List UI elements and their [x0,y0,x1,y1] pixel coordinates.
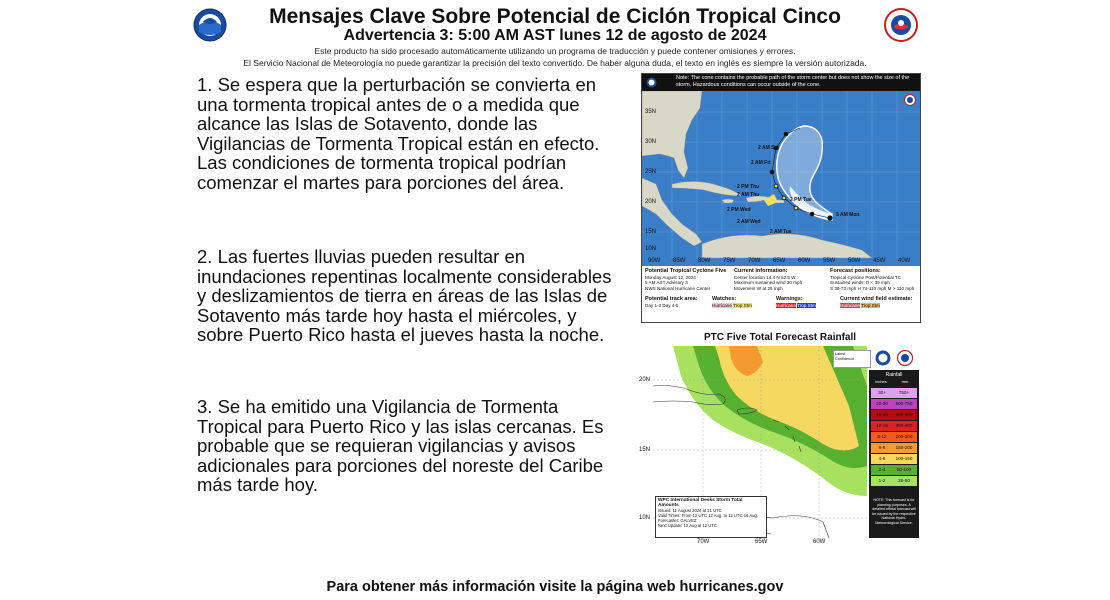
legend-mm: 300-400 [895,423,913,428]
noaa-small-icon [646,77,657,88]
legend-inches: 20-30 [876,401,888,406]
cone-lon-label: 60W [798,258,811,264]
current-info-line: Center location 14.4 N 52.5 W [734,274,796,280]
legend-row [871,410,917,420]
cone-lon-labels [642,258,920,266]
forecast-position-label: 2 AM Wed [737,219,761,225]
forecast-position-label: 2 AM Fri [751,160,771,166]
wpc-line: Valid Times: From 12 UTC 12 Aug. to 12 UTC 16 Aug. [658,513,759,518]
forecast-position-label: 5 AM Mon [836,212,860,218]
rain-lon-label: 65W [755,539,768,545]
key-message-3: 3. Se ha emitido una Vigilancia de Tormenta Tropical para Puerto Rico y las islas cercanas. Es probable que se requieran vigilancias y avisos adicionales para porciones del noreste del Caribe más tarde hoy. [197,396,604,495]
forecast-positions-title: Forecast positions: [830,268,881,274]
legend-title: Rainfall [885,372,903,378]
legend-row [871,432,917,442]
current-info-line: Maximum sustained wind 30 mph [734,280,803,286]
cone-lon-label: 80W [698,258,711,264]
wpc-info-box [655,496,767,538]
forecast-item: Post/Potential TC [865,274,901,280]
current-info-title: Current information: [734,268,788,274]
wpc-line: Issued: 11 August 2024 at 21 UTC [658,508,722,513]
rain-lon-label: 70W [697,539,710,545]
disclaimer-line-2: El Servicio Nacional de Meteorología no puede garantizar la precisión del texto convertido. De haber alguna duda, el texto en inglés es siempre la versión autorizada. [243,58,867,68]
issued-date: Monday August 12, 2024 [645,274,696,280]
rainfall-legend [869,370,919,538]
forecast-position-label: 2 AM Thu [737,192,760,198]
legend-mm: 500-750 [895,401,913,406]
cone-lat-label: 30N [645,139,657,145]
wpc-line: Next Update: 12 Aug at 12 UTC [658,523,717,528]
legend-row [871,421,917,431]
legend-row [871,388,917,398]
forecast-item: H 74-110 mph [857,285,887,291]
legend-row [871,465,917,475]
watch-item: Trop Stm [733,302,752,308]
key-message-2: 2. Las fuertes lluvias pueden resultar en inundaciones repentinas localmente considerables y deslizamientos de tierra en áreas de las Islas de Sotavento más tarde hoy hasta el miércoles, y sobre Puerto Rico hasta el jueves hasta la noche. [197,246,612,345]
footer-link-text: Para obtener más información visite la página web hurricanes.gov [326,579,784,595]
cone-lat-label: 10N [645,246,657,252]
legend-note: NOTE: This forecast is for planning purposes. A detailed official forecast will be issued by the respective National Hydro-Meteorological Service. [872,498,916,525]
cone-lon-label: 85W [673,258,686,264]
advisory-subtitle: Advertencia 3: 5:00 AM AST lunes 12 de agosto de 2024 [343,27,767,44]
cone-lon-label: 65W [773,258,786,264]
map-legend-box [833,350,871,368]
track-item: Day 1-3 [645,302,662,308]
warning-item: Trop Stm [797,302,816,308]
legend-row [871,476,917,486]
legend-unit: inches [875,379,887,384]
legend-inches: 30+ [878,390,886,395]
forecast-item: S 39-73 mph [830,285,857,291]
legend-inches: 1-2 [878,478,886,483]
noaa-rain-icon [875,350,891,366]
legend-unit: mm [901,379,909,384]
warning-item: Hurricane [776,302,796,308]
legend-mm: 200-300 [895,434,913,439]
legend-mm: 750+ [898,390,910,395]
legend-mm: 150-200 [895,445,913,450]
cone-lat-label: 35N [645,109,657,115]
wpc-line: Forecaster: GALVEZ [658,518,697,523]
forecast-item: Tropical Cyclone [830,274,865,280]
legend-mm: 25-50 [898,478,910,483]
cone-lon-label: 50W [848,258,861,264]
track-item: Day 4-5 [662,302,679,308]
forecast-item: M > 110 mph [887,285,915,291]
cone-lat-label: 15N [645,229,657,235]
cone-map [642,74,920,266]
map-legend-item: Latest [835,352,846,356]
wind-item: Trop Stm [861,302,880,308]
legend-mm: 100-150 [895,456,913,461]
disclaimer-line-1: Este producto ha sido procesado automáticamente utilizando un programa de traducción y puede contener omisiones y errores. [314,46,796,56]
cone-lon-label: 45W [873,258,886,264]
page-title: Mensajes Clave Sobre Potencial de Ciclón Tropical Cinco [269,5,841,28]
rain-lat-label: 20N [639,377,651,383]
legend-inches: 16-20 [876,412,888,417]
cone-lat-label: 25N [645,169,657,175]
cone-lon-label: 70W [748,258,761,264]
wind-item: Hurricane [840,302,860,308]
legend-inches: 6-8 [878,445,886,450]
legend-row [871,443,917,453]
rain-lon-label: 60W [813,539,826,545]
wind-field-title: Current wind field estimate: [840,296,913,302]
forecast-item: Sustained winds: [830,280,865,286]
current-info-line: Movement W at 25 mph [734,285,783,291]
watch-item: Hurricane [712,302,732,308]
map-legend-item: Confidence [835,357,855,361]
legend-row [871,454,917,464]
cone-disclaimer: Note: The cone contains the probable path of the storm center but does not show the size of the storm. Hazardous conditions can occur outside of the cone. [642,74,920,91]
legend-inches: 12-16 [876,423,888,428]
forecast-position-label: 2 PM Thu [737,184,760,190]
advisory-number: 5 AM AST Advisory 3 [645,280,688,286]
legend-inches: 2-4 [878,467,886,472]
legend-units [869,379,919,384]
forecast-position-label: 2 PM Tue [790,197,812,203]
forecast-position-label: 2 AM Tue [770,229,792,235]
storm-name: Potential Tropical Cyclone Five [645,268,727,274]
cone-lon-label: 40W [898,258,911,264]
cone-info-panel [642,267,920,322]
rain-lat-label: 15N [639,447,651,453]
rainfall-title: PTC Five Total Forecast Rainfall [703,332,857,343]
cone-graphic [641,73,921,323]
rainfall-graphic [639,346,919,545]
track-area-title: Potential track area: [645,296,698,302]
wpc-title: WPC International Desks Storm Total Amounts [658,498,743,508]
legend-inches: 8-12 [877,434,887,439]
nws-rain-icon [897,350,913,366]
legend-mm: 400-500 [895,412,913,417]
key-message-1: 1. Se espera que la perturbación se convierta en una tormenta tropical antes de o a medida que alcance las Islas de Sotavento, donde las Vigilancias de Tormenta Tropical están en efecto. Las condiciones de tormenta tropical podrían comenzar el martes para porciones del área. [197,74,600,193]
cone-lon-label: 90W [648,258,661,264]
forecast-position-label: 2 AM Sat [758,145,779,151]
forecast-position-label: 2 PM Wed [727,207,751,213]
warnings-title: Warnings: [776,296,803,302]
legend-inches: 4-6 [878,456,886,461]
cone-lon-label: 75W [723,258,736,264]
rain-lat-label: 10N [639,515,651,521]
watches-title: Watches: [712,296,737,302]
forecast-item: D < 39 mph [866,280,890,286]
nws-small-icon [904,94,916,106]
issuing-center: NWS National Hurricane Center [645,285,711,291]
legend-mm: 50-100 [896,467,912,472]
legend-row [871,399,917,409]
cone-lon-label: 55W [823,258,836,264]
cone-lat-label: 20N [645,199,657,205]
